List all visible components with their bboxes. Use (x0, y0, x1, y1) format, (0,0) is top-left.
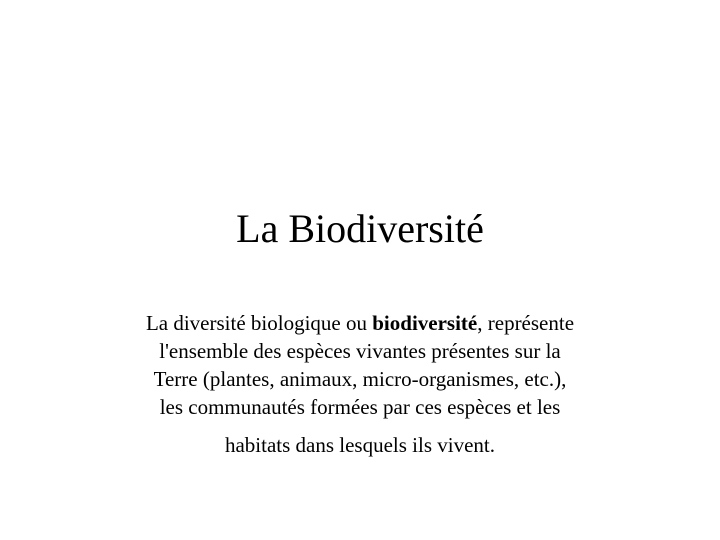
body-line-1-start: La diversité biologique ou (145, 311, 373, 335)
body-line-2: l'ensemble des espèces vivantes présentes sur la (159, 339, 561, 363)
body-line-1-end: , représente (477, 311, 575, 335)
slide-body (0, 309, 720, 459)
body-line-1 (0, 309, 720, 337)
biodiversite-bold-term: biodiversité (372, 311, 478, 335)
slide-title: La Biodiversité (236, 206, 484, 251)
body-line-5: habitats dans lesquels ils vivent. (224, 433, 496, 457)
body-line-3: Terre (plantes, animaux, micro-organismes, etc.), (153, 367, 567, 391)
body-line-4: les communautés formées par ces espèces et les (159, 395, 561, 419)
